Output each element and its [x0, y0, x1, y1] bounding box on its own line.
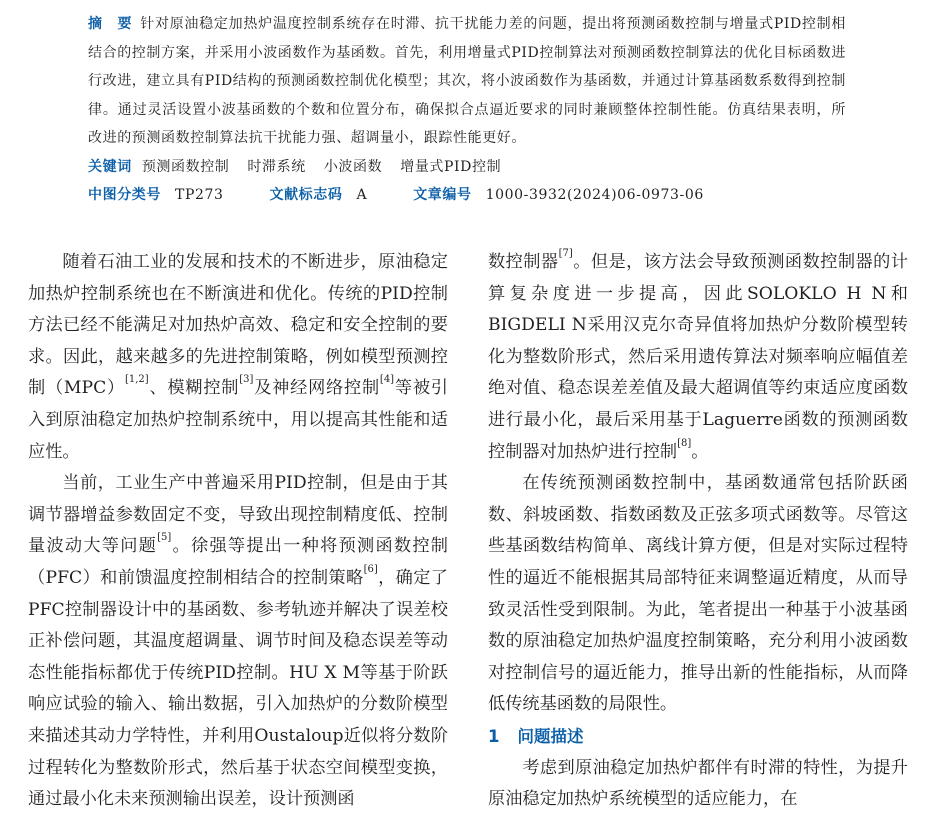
- abstract-label: 摘 要: [88, 16, 133, 32]
- text-run: 数控制器: [488, 252, 559, 272]
- keyword: 增量式PID控制: [400, 158, 502, 175]
- citation: [4]: [379, 374, 395, 386]
- text-run: 、模糊控制: [148, 378, 240, 399]
- body-paragraph: [28, 468, 448, 816]
- body-paragraph: 在传统预测函数控制中，基函数通常包括阶跃函数、斜坡函数、指数函数及正弦多项式函数等。尽管这些基函数结构简单、离线计算方便，但是对实际过程特性的逼近不能根据其局部特征来调整逼近精度，从而导致灵活性受到限制。为此，笔者提出一种基于小波基函数的原油稳定加热炉温度控制策略，充分利用小波函数对控制信号的逼近能力，推导出新的性能指标，从而降低传统基函数的局限性。: [488, 473, 908, 715]
- section-heading: [488, 721, 908, 753]
- body-paragraph: 考虑到原油稳定加热炉都伴有时滞的特性，为提升原油稳定加热炉系统模型的适应能力，在: [488, 757, 908, 810]
- abstract-paragraph: [88, 10, 846, 153]
- document-code-label: 文献标志码: [269, 187, 343, 203]
- text-run: ，确定了PFC控制器设计中的基函数、参考轨迹并解决了误差校正补偿问题，其温度超调量、调节时间及稳态误差等动态性能指标都优于传统PID控制。HU X M等基于阶跃响应试验的输入、输出数据，引入加热炉的分数阶模型来描述其动力学特性，并利用Oustaloup近似将分数阶过程转化为整数阶形式，然后基于状态空间模型变换，通过最小化未来预测输出误差，设计预测函: [28, 567, 448, 810]
- text-run: 及神经网络控制: [253, 378, 380, 399]
- keyword: 时滞系统: [247, 158, 306, 175]
- text-run: 。但是，该方法会导致预测函数控制器的计算复杂度进一步提高，因此SOLOKLO H N和BIGDELI N采用汉克尔奇异值将加热炉分数阶模型转化为整数阶形式，然后采用遗传算法对频率响应幅值差绝对值、稳态误差差值及最大超调值等约束适应度函数进行最小化，最后采用基于Laguerre函数的预测函数控制器对加热炉进行控制: [488, 252, 908, 462]
- keyword: 小波函数: [323, 158, 383, 175]
- abstract-block: [88, 10, 846, 210]
- citation: [5]: [157, 532, 172, 544]
- right-column: [488, 247, 908, 816]
- keyword: 预测函数控制: [141, 158, 230, 175]
- keywords-label: 关键词: [88, 158, 132, 175]
- text-run: 随着石油工业的发展和技术的不断进步，原油稳定加热炉控制系统也在不断演进和优化。传统的PID控制方法已经不能满足对加热炉高效、稳定和安全控制的要求。因此，越来越多的先进控制策略，例如模型预测控制（MPC）: [28, 252, 448, 399]
- abstract-text: 针对原油稳定加热炉温度控制系统存在时滞、抗干扰能力差的问题，提出将预测函数控制与增量式PID控制相结合的控制方案，并采用小波函数作为基函数。首先，利用增量式PID控制算法对预测函数控制算法的优化目标函数进行改进，建立具有PID结构的预测函数控制优化模型；其次，将小波函数作为基函数，并通过计算基函数系数得到控制律。通过灵活设置小波基函数的个数和位置分布，确保拟合点逼近要求的同时兼顾整体控制性能。仿真结果表明，所改进的预测函数控制算法抗干扰能力强、超调量小，跟踪性能更好。: [88, 16, 846, 146]
- text-run: 。: [691, 441, 709, 462]
- left-column: [28, 247, 448, 816]
- citation: [3]: [239, 374, 254, 386]
- classification-row: [88, 181, 846, 210]
- text-run: 等被引入到原油稳定加热炉控制系统中，用以提高其性能和适应性。: [28, 378, 448, 462]
- text-run: 当前，工业生产中普遍采用PID控制，但是由于其调节器增益参数固定不变，导致出现控制精度低、控制量波动大等问题: [28, 473, 448, 557]
- section-title: 问题描述: [517, 726, 584, 746]
- keywords-row: [88, 153, 846, 182]
- body-paragraph: [28, 247, 448, 468]
- classification-label: 中图分类号: [88, 187, 161, 203]
- classification-value: TP273: [175, 187, 224, 203]
- article-number-value: 1000-3932(2024)06-0973-06: [485, 187, 704, 203]
- citation: [8]: [677, 437, 692, 449]
- citation: [1,2]: [124, 374, 149, 386]
- document-code-value: A: [356, 187, 368, 203]
- body-paragraph: [488, 247, 908, 468]
- section-number: 1: [488, 726, 500, 746]
- citation: [7]: [558, 248, 573, 259]
- article-number-label: 文章编号: [413, 187, 472, 203]
- citation: [6]: [363, 563, 378, 575]
- text-run: 。徐强等提出一种将预测函数控制（PFC）和前馈温度控制相结合的控制策略: [28, 536, 448, 588]
